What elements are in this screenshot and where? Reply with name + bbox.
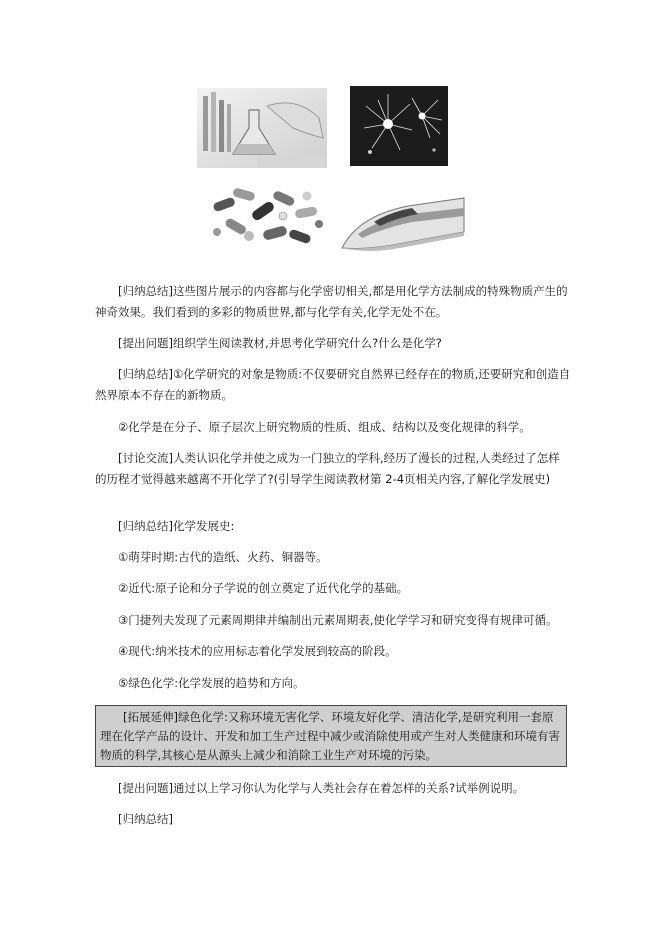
paragraph-summary-1: [归纳总结]这些图片展示的内容都与化学密切相关,都是用化学方法制成的特殊物质产生的神奇效果。我们看到的多彩的物质世界,都与化学有关,化学无处不在。: [95, 284, 568, 319]
paragraph-history-heading: [归纳总结]化学发展史:: [118, 519, 235, 533]
history-item-2: ②近代:原子论和分子学说的创立奠定了近代化学的基础。: [118, 581, 409, 595]
extension-text: [拓展延伸]绿色化学:又称环境无害化学、环境友好化学、清洁化学,是研究利用一套原理在化学产品的设计、开发和加工生产过程中减少或消除使用或产生对人类健康和环境有害物质的科学,其核心是从源头上减少和消除工业生产对环境的污染。: [100, 710, 560, 762]
history-item-1: ①萌芽时期:古代的造纸、火药、铜器等。: [118, 550, 328, 564]
paragraph-question-2: [提出问题]通过以上学习你认为化学与人类社会存在着怎样的关系?试举例说明。: [118, 781, 525, 795]
history-item-5: ⑤绿色化学:化学发展的趋势和方向。: [118, 676, 305, 690]
paragraph-summary-2: [归纳总结]①化学研究的对象是物质:不仅要研究自然界已经存在的物质,还要研究和创造自然界原本不存在的新物质。: [95, 367, 571, 402]
medicine-pills-photo: [203, 180, 331, 258]
paragraph-definition: ②化学是在分子、原子层次上研究物质的性质、组成、结构以及变化规律的科学。: [118, 420, 531, 434]
paragraph-question-1: [提出问题]组织学生阅读教材,并思考化学研究什么?什么是化学?: [118, 336, 442, 350]
high-speed-train-photo: [338, 186, 466, 258]
paragraph-summary-final: [归纳总结]: [118, 812, 173, 826]
extension-box: [95, 705, 567, 767]
paragraph-discussion: [讨论交流]人类认识化学并使之成为一门独立的学科,经历了漫长的过程,人类经过了怎样的历程才觉得越来越离不开化学了?(引导学生阅读教材第 2-4页相关内容,了解化学发展史): [95, 451, 560, 486]
history-item-3: ③门捷列夫发现了元素周期律并编制出元素周期表,使化学学习和研究变得有规律可循。: [118, 613, 558, 627]
fireworks-photo: [350, 86, 448, 166]
lab-glassware-photo: [197, 88, 327, 168]
history-item-4: ④现代:纳米技术的应用标志着化学发展到较高的阶段。: [118, 644, 397, 658]
